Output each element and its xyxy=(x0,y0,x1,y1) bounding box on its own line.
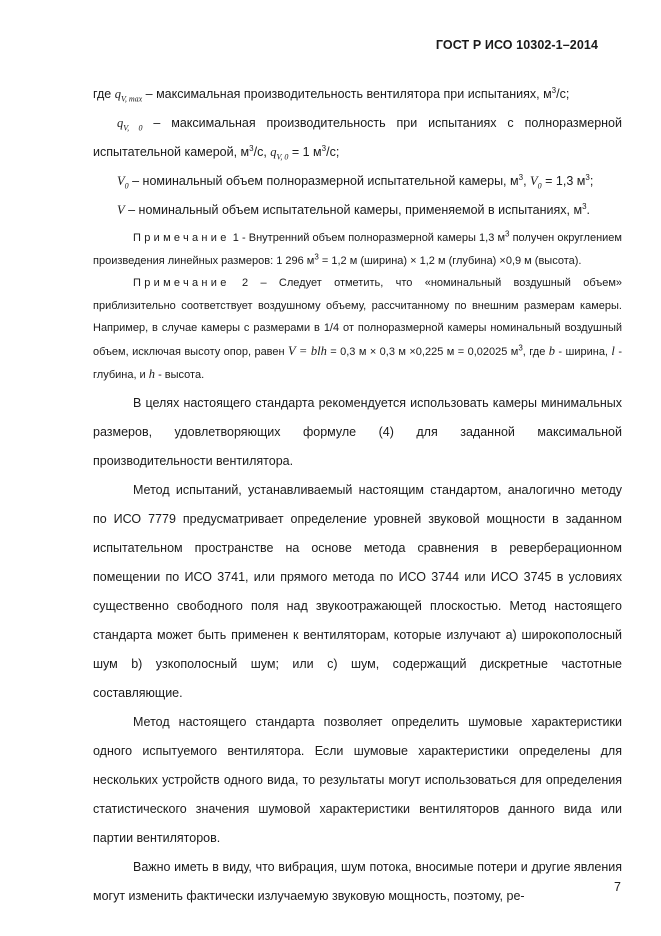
paragraph-method: Метод испытаний, устанавливаемый настоящим стандартом, аналогично методу по ИСО 7779 предусматривает определение уровней звуковой мощности в заданном испытательном пространстве на основе метода сравнения в реверберационном помещении по ИСО 3741, или прямого метода по ИСО 3744 или ИСО 3745 в условиях существенно свободного поля над звукоотражающей плоскостью. Метод настоящего стандарта может быть применен к вентиляторам, которые излучают а) широкополосный шум b) узкополосный шум; или с) шум, содержащий дискретные частотные составляющие. xyxy=(93,482,622,700)
symbol-v0: $V_0$ xyxy=(117,174,129,191)
note-label: Примечание xyxy=(133,232,230,244)
definition-v0: $V_0$ – номинальный объем полноразмерной испытательной камеры, $м^3$, $V_0 = 1,3$ $м^3$; xyxy=(117,172,594,191)
page-number: 7 xyxy=(614,880,621,894)
paragraph-chambers: В целях настоящего стандарта рекомендуется использовать камеры минимальных размеров, удовлетворяющих формуле (4) для заданной максимальной производительности вентилятора. xyxy=(93,395,622,468)
document-body xyxy=(93,80,622,911)
note-1: Примечание 1 - Внутренний объем полноразмерной камеры 1,3 $м^3$ получен округлением произведения линейных размеров: 1 296 $м^3 = 1,2$ м (ширина) × 1,2 м (глубина) ×0,9 м (высота). xyxy=(93,229,622,267)
formula-v-blh: V = blh xyxy=(288,343,327,358)
document-header: ГОСТ Р ИСО 10302-1–2014 xyxy=(435,38,598,52)
symbol-qv0-value: $q_{V, 0}$ xyxy=(270,145,289,162)
definition-v: V – номинальный объем испытательной камеры, применяемой в испытаниях, $м^3$. xyxy=(117,201,590,217)
definition-qv0: $q_{V, 0}$ – максимальная производительность при испытаниях с полноразмерной испытательной камерой, $м^3/с$, $q_{V, 0} = 1$ $м^3/с$; xyxy=(93,116,622,162)
paragraph-characteristics: Метод настоящего стандарта позволяет определить шумовые характеристики одного испытуемого вентилятора. Если шумовые характеристики определены для нескольких устройств одного вида, то результаты могут использоваться для определения статистического значения шумовой характеристики вентиляторов данного вида или партии вентиляторов. xyxy=(93,714,622,845)
symbol-qvmax: $q_{V, max}$ xyxy=(114,87,143,104)
symbol-v0-value: $V_0$ xyxy=(530,174,542,191)
paragraph-vibration: Важно иметь в виду, что вибрация, шум потока, вносимые потери и другие явления могут изменить фактически излучаемую звуковую мощность, поэтому, ре- xyxy=(93,859,622,903)
definition-qvmax: где $q_{V, max}$ – максимальная производительность вентилятора при испытаниях, $м^3/с$; xyxy=(93,85,570,104)
symbol-qv0: $q_{V, 0}$ xyxy=(117,116,143,133)
note-label: Примечание xyxy=(133,277,230,289)
symbol-v: V xyxy=(117,203,125,217)
note-2: Примечание 2 – Следует отметить, что «номинальный воздушный объем» приблизительно соответствует воздушному объему, рассчитанному по внешним размерам камеры. Например, в случае камеры с размерами в 1/4 от полноразмерной камеры номинальный воздушный объем, исключая высоту опор, равен V = blh = 0,3 м × 0,3 м ×0,225 м = 0,02025 $м^3$, где b - ширина, l - глубина, и h - высота. xyxy=(93,277,622,381)
